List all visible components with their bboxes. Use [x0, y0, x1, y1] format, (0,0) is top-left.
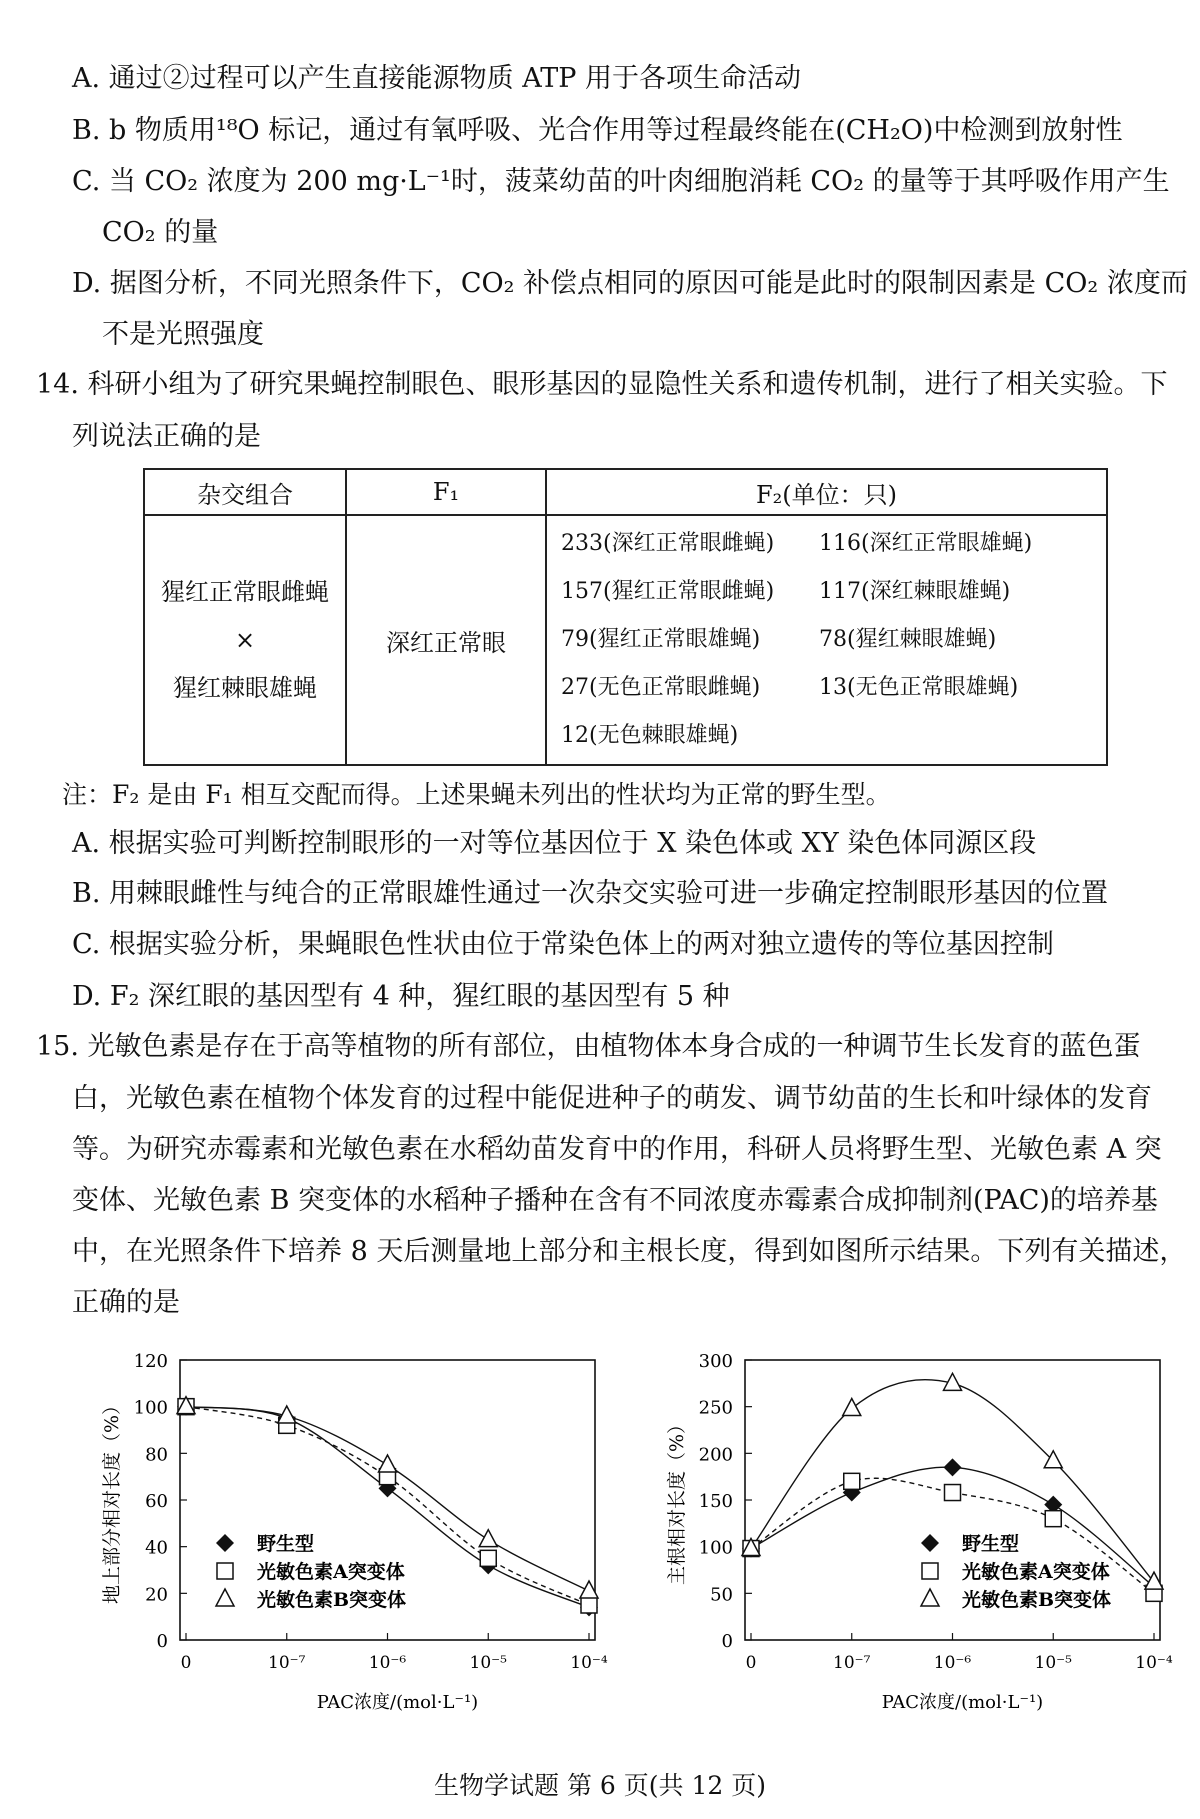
- y-tick-label: 40: [145, 1537, 168, 1559]
- q14-table: [143, 468, 1108, 766]
- x-tick-label: 10⁻⁵: [469, 1653, 507, 1673]
- x-tick-label: 10⁻⁷: [268, 1653, 306, 1673]
- x-tick-label: 10⁻⁶: [933, 1653, 972, 1673]
- table-header-f1: F₁: [346, 469, 546, 515]
- q14-stem: 14. 科研小组为了研究果蝇控制眼色、眼形基因的显隐性关系和遗传机制，进行了相关实验。下: [36, 369, 1168, 400]
- table-cell-f2: [546, 515, 1107, 765]
- q14-option-d: D. F₂ 深红眼的基因型有 4 种，猩红眼的基因型有 5 种: [72, 981, 730, 1012]
- legend-label: 光敏色素A突变体: [257, 1561, 405, 1583]
- data-point-square: [945, 1485, 961, 1501]
- x-tick-label: 10⁻⁴: [1135, 1653, 1173, 1673]
- y-tick-label: 200: [698, 1444, 733, 1466]
- y-tick-label: 150: [698, 1491, 733, 1512]
- q15-stem-line: 正确的是: [72, 1287, 180, 1318]
- data-point-triangle: [843, 1399, 861, 1416]
- x-axis-label: PAC浓度/(mol·L⁻¹): [316, 1692, 479, 1713]
- f2-row: 157(猩红正常眼雌蝇) 117(深红棘眼雄蝇): [561, 579, 1011, 604]
- legend-label: 野生型: [962, 1533, 1020, 1555]
- data-point-triangle: [379, 1455, 397, 1472]
- y-tick-label: 80: [145, 1444, 168, 1466]
- q15-stem-line: 等。为研究赤霉素和光敏色素在水稻幼苗发育中的作用，科研人员将野生型、光敏色素 A 突: [72, 1134, 1162, 1165]
- q15-stem: 15. 光敏色素是存在于高等植物的所有部位，由植物体本身合成的一种调节生长发育的蓝色蛋: [36, 1031, 1141, 1062]
- f2-row: 233(深红正常眼雌蝇) 116(深红正常眼雄蝇): [561, 531, 1033, 556]
- legend-marker: [216, 1534, 234, 1552]
- legend-label: 光敏色素B突变体: [257, 1589, 407, 1611]
- y-axis-label: 主根相对长度（%）: [666, 1414, 688, 1586]
- x-axis-label: PAC浓度/(mol·L⁻¹): [881, 1692, 1044, 1713]
- x-tick-label: 10⁻⁷: [833, 1653, 871, 1673]
- y-tick-label: 300: [698, 1351, 733, 1372]
- q13-option-c-cont: CO₂ 的量: [102, 217, 219, 248]
- chart-root-length: [615, 1335, 1175, 1735]
- y-tick-label: 100: [698, 1537, 733, 1559]
- y-tick-label: 120: [133, 1351, 168, 1372]
- legend-label: 光敏色素B突变体: [962, 1589, 1112, 1611]
- q13-option-a: A. 通过②过程可以产生直接能源物质 ATP 用于各项生命活动: [72, 63, 802, 94]
- q13-option-b: B. b 物质用¹⁸O 标记，通过有氧呼吸、光合作用等过程最终能在(CH₂O)中检测到放射性: [72, 115, 1123, 146]
- q14-stem-cont: 列说法正确的是: [72, 421, 261, 452]
- q14-option-b: B. 用棘眼雌性与纯合的正常眼雄性通过一次杂交实验可进一步确定控制眼形基因的位置: [72, 878, 1109, 909]
- y-tick-label: 20: [145, 1584, 168, 1606]
- chart-shoot-length: [50, 1335, 610, 1735]
- data-point-diamond: [944, 1458, 962, 1476]
- table-cell-cross: [144, 515, 346, 765]
- q15-stem-line: 变体、光敏色素 B 突变体的水稻种子播种在含有不同浓度赤霉素合成抑制剂(PAC)的培养基: [72, 1185, 1158, 1216]
- x-tick-label: 10⁻⁵: [1034, 1653, 1072, 1673]
- series-line: [751, 1380, 1154, 1582]
- q15-stem-line: 中，在光照条件下培养 8 天后测量地上部分和主根长度，得到如图所示结果。下列有关描述，: [72, 1236, 1187, 1267]
- q13-option-c: C. 当 CO₂ 浓度为 200 mg·L⁻¹时，菠菜幼苗的叶肉细胞消耗 CO₂ 的量等于其呼吸作用产生: [72, 166, 1170, 197]
- q14-option-c: C. 根据实验分析，果蝇眼色性状由位于常染色体上的两对独立遗传的等位基因控制: [72, 929, 1054, 960]
- data-point-square: [844, 1473, 860, 1489]
- legend-marker: [922, 1563, 938, 1579]
- legend-label: 光敏色素A突变体: [962, 1561, 1110, 1583]
- data-point-triangle: [479, 1530, 497, 1547]
- legend-marker: [216, 1589, 234, 1606]
- legend-marker: [217, 1563, 233, 1579]
- data-point-square: [480, 1550, 496, 1566]
- y-tick-label: 60: [145, 1491, 168, 1512]
- q14-note: 注：F₂ 是由 F₁ 相互交配而得。上述果蝇未列出的性状均为正常的野生型。: [62, 780, 891, 809]
- f2-row: 27(无色正常眼雌蝇) 13(无色正常眼雄蝇): [561, 675, 1019, 700]
- q14-option-a: A. 根据实验可判断控制眼形的一对等位基因位于 X 染色体或 XY 染色体同源区段: [72, 828, 1037, 859]
- f2-row: 79(猩红正常眼雄蝇) 78(猩红棘眼雄蝇): [561, 627, 997, 652]
- x-tick-label: 10⁻⁶: [368, 1653, 407, 1673]
- x-tick-label: 0: [180, 1653, 192, 1673]
- legend-marker: [921, 1589, 939, 1606]
- data-point-square: [1045, 1511, 1061, 1527]
- y-tick-label: 0: [156, 1631, 168, 1652]
- q15-stem-line: 白，光敏色素在植物个体发育的过程中能促进种子的萌发、调节幼苗的生长和叶绿体的发育: [72, 1083, 1152, 1114]
- cross-female: 猩红正常眼雌蝇: [161, 578, 329, 606]
- x-tick-label: 10⁻⁴: [570, 1653, 608, 1673]
- legend-marker: [921, 1534, 939, 1552]
- y-tick-label: 250: [698, 1397, 733, 1419]
- q13-option-d: D. 据图分析，不同光照条件下，CO₂ 补偿点相同的原因可能是此时的限制因素是 CO₂ 浓度而: [72, 268, 1188, 299]
- data-point-square: [581, 1597, 597, 1613]
- f2-row: 12(无色棘眼雄蝇): [561, 723, 739, 748]
- cross-male: 猩红棘眼雄蝇: [173, 674, 317, 702]
- cross-sign: ×: [234, 626, 256, 654]
- data-point-triangle: [1044, 1451, 1062, 1468]
- q13-option-d-cont: 不是光照强度: [102, 319, 264, 350]
- page-footer: 生物学试题 第 6 页(共 12 页): [434, 1771, 766, 1800]
- y-axis-label: 地上部分相对长度（%）: [101, 1395, 123, 1605]
- legend-label: 野生型: [257, 1533, 315, 1555]
- y-tick-label: 100: [133, 1397, 168, 1419]
- x-tick-label: 0: [745, 1653, 757, 1673]
- table-header-f2: F₂(单位：只): [546, 469, 1107, 515]
- table-cell-f1: 深红正常眼: [346, 515, 546, 765]
- y-tick-label: 0: [721, 1631, 733, 1652]
- table-header-cross: 杂交组合: [144, 469, 346, 515]
- y-tick-label: 50: [710, 1584, 733, 1606]
